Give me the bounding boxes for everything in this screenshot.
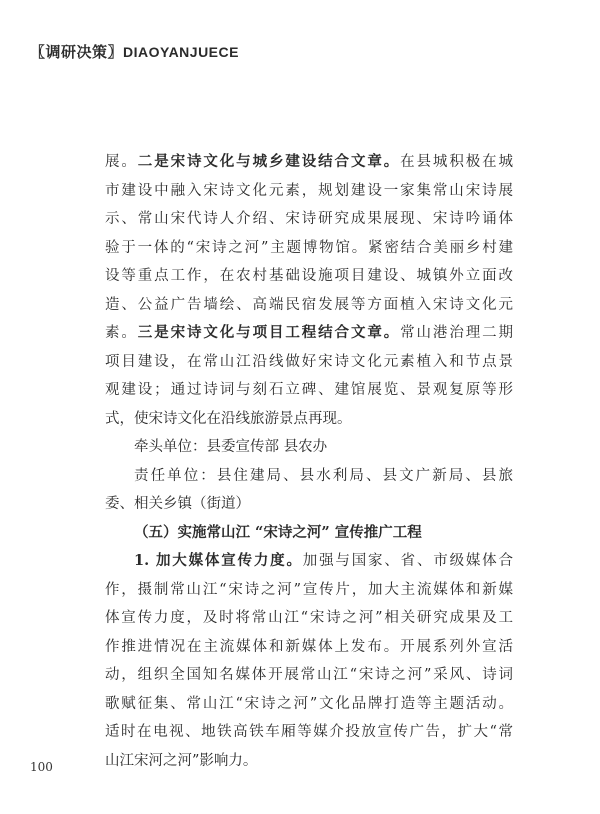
body-text xyxy=(105,148,513,775)
text-line xyxy=(105,262,513,291)
text-line xyxy=(105,633,513,662)
text-line xyxy=(105,433,513,462)
text-run: 牵头单位：县委宣传部 县农办 xyxy=(134,439,328,455)
text-run: 市建设中融入宋诗文化元素，规划建设一家集常山宋诗展 xyxy=(105,182,513,199)
text-run: 展。 xyxy=(105,154,138,170)
text-line xyxy=(105,718,513,747)
bold-phrase: 1. 加大媒体宣传力度。 xyxy=(134,552,303,569)
text-line xyxy=(105,690,513,719)
page-number: 100 xyxy=(30,760,53,774)
text-run: 作，摄制常山江“宋诗之河”宣传片，加大主流媒体和新媒 xyxy=(105,581,513,598)
bold-phrase: 二是宋诗文化与城乡建设结合文章。 xyxy=(137,153,401,170)
text-line xyxy=(105,462,513,491)
text-line xyxy=(105,604,513,633)
text-run: （五）实施常山江 “宋诗之河” 宣传推广工程 xyxy=(134,523,422,541)
text-line xyxy=(105,376,513,405)
text-line xyxy=(105,234,513,263)
text-run: 适时在电视、地铁高铁车厢等媒介投放宣传广告，扩大“常 xyxy=(105,724,513,740)
text-run: 常山港治理二期 xyxy=(400,325,513,341)
text-line xyxy=(105,747,513,776)
running-header xyxy=(30,41,239,62)
text-line xyxy=(105,148,513,177)
text-run: 委、相关乡镇（街道） xyxy=(105,496,250,512)
text-line xyxy=(105,490,513,519)
text-run: 素。 xyxy=(105,325,138,341)
text-line xyxy=(105,291,513,320)
text-line xyxy=(105,576,513,605)
text-line xyxy=(105,661,513,690)
header-section-title: 〖调研决策〗 xyxy=(30,43,124,61)
bold-phrase: 三是宋诗文化与项目工程结合文章。 xyxy=(137,324,401,341)
text-run: 式，使宋诗文化在沿线旅游景点再现。 xyxy=(105,410,352,427)
text-run: 在县城积极在城 xyxy=(400,154,513,170)
text-run: 山江宋河之河”影响力。 xyxy=(105,752,258,769)
text-line xyxy=(105,205,513,234)
text-line xyxy=(105,547,513,576)
text-run: 体宣传力度，及时将常山江“宋诗之河”相关研究成果及工 xyxy=(105,610,513,626)
text-run: 设等重点工作，在农村基础设施项目建设、城镇外立面改 xyxy=(105,268,513,284)
text-run: 验于一体的“宋诗之河”主题博物馆。紧密结合美丽乡村建 xyxy=(105,239,513,256)
text-run: 加强与国家、省、市级媒体合 xyxy=(302,553,513,569)
header-pinyin: DIAOYANJUECE xyxy=(123,44,239,60)
text-run: 造、公益广告墙绘、高端民宿发展等方面植入宋诗文化元 xyxy=(105,296,513,313)
text-line xyxy=(105,405,513,434)
section-heading xyxy=(105,519,513,548)
text-line xyxy=(105,348,513,377)
text-line xyxy=(105,177,513,206)
text-run: 项目建设，在常山江沿线做好宋诗文化元素植入和节点景 xyxy=(105,353,513,370)
text-run: 示、常山宋代诗人介绍、宋诗研究成果展现、宋诗吟诵体 xyxy=(105,211,513,227)
text-run: 责任单位：县住建局、县水利局、县文广新局、县旅 xyxy=(134,467,513,484)
text-run: 作推进情况在主流媒体和新媒体上发布。开展系列外宣活 xyxy=(105,638,513,655)
text-run: 歌赋征集、常山江“宋诗之河”文化品牌打造等主题活动。 xyxy=(105,695,513,712)
text-run: 动，组织全国知名媒体开展常山江“宋诗之河”采风、诗词 xyxy=(105,667,513,683)
text-run: 观建设；通过诗词与刻石立碑、建馆展览、景观复原等形 xyxy=(105,382,513,398)
text-line xyxy=(105,319,513,348)
